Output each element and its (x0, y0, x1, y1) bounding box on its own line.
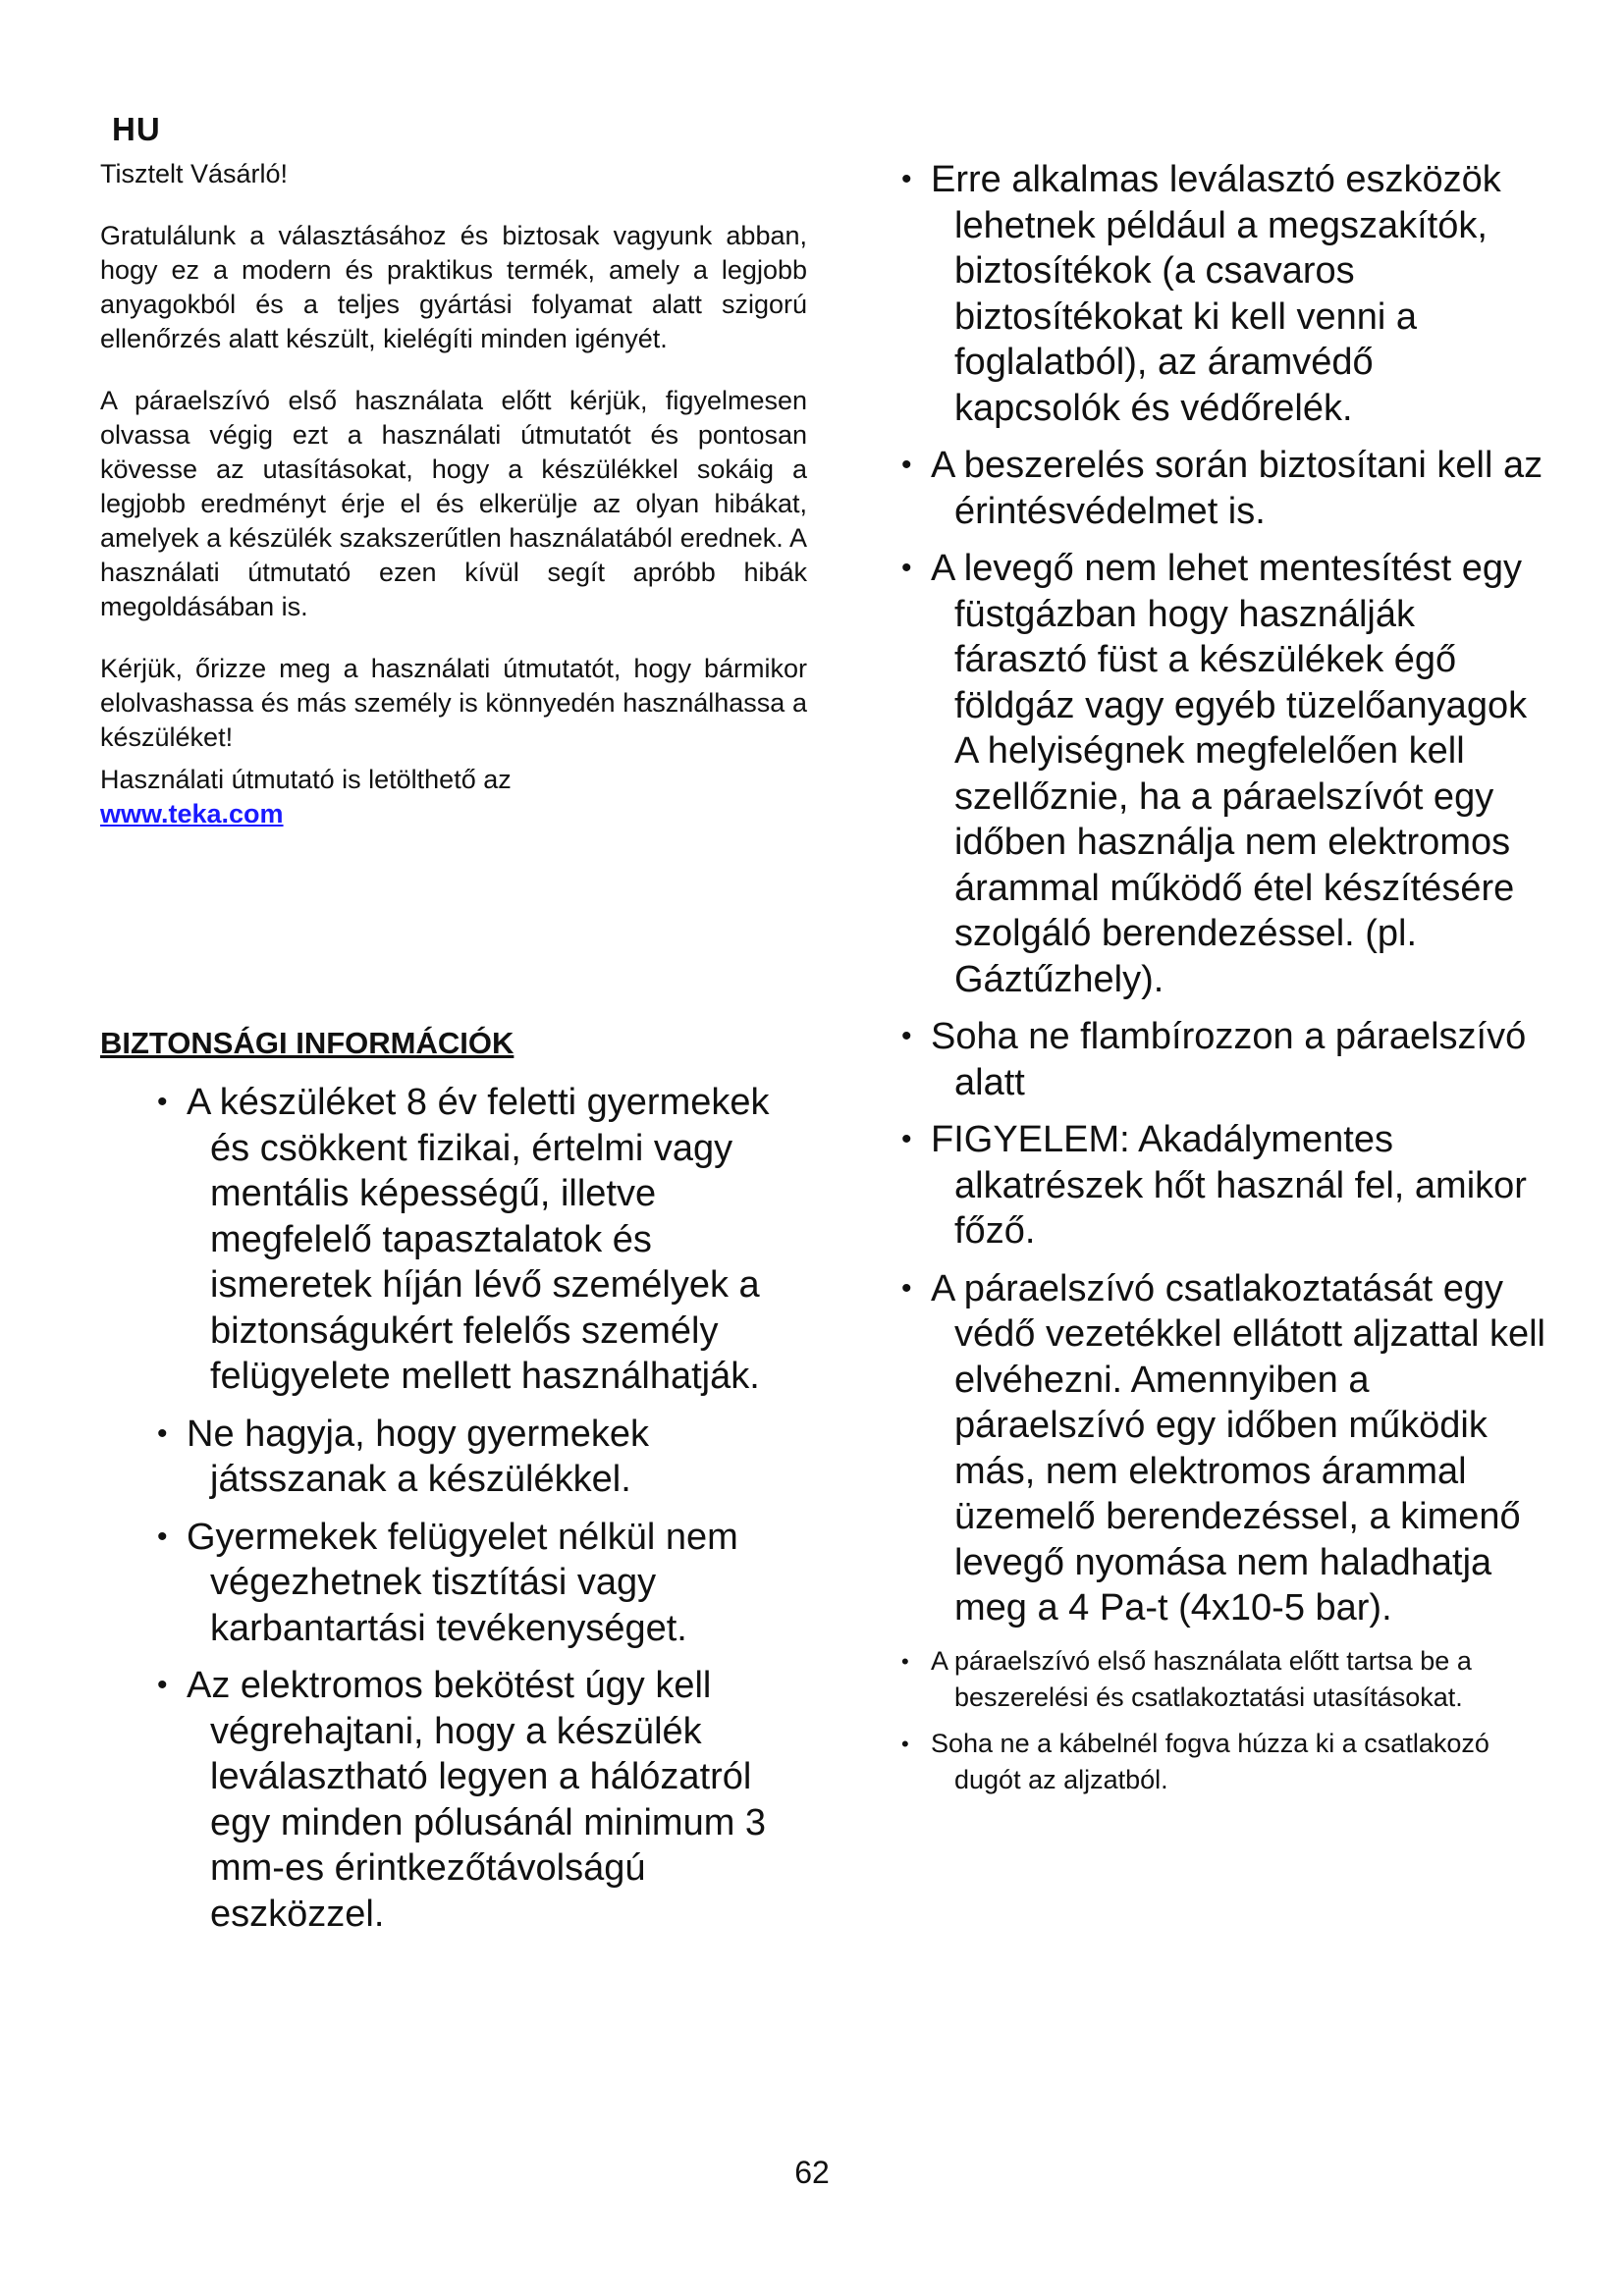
list-item-text: Soha ne flambírozzon a páraelszívó alatt (931, 1016, 1527, 1103)
bullet-icon: • (901, 1731, 909, 1756)
safety-list-left (157, 1080, 793, 1949)
bullet-icon: • (901, 1020, 912, 1052)
list-item-text: A beszerelés során biztosítani kell az érintésvédelmet is. (931, 445, 1543, 532)
list-item-text: Gyermekek felügyelet nélkül nem végezhetnek tisztítási vagy karbantartási tevékenységet. (187, 1516, 738, 1649)
list-item-text: A levegő nem lehet mentesítést egy füstgázban hogy használják fárasztó füst a készülékek égő földgáz vagy egyéb tüzelőanyagok A helyiségnek megfelelően kell szellőznie, ha a páraelszívót egy időben használja nem elektromos árammal működő étel készítésére szolgáló berendezéssel. (pl. Gáztűzhely). (931, 548, 1528, 1000)
intro-paragraph-3: Kérjük, őrizze meg a használati útmutatót, hogy bármikor elolvashassa és más személy is könnyedén használhassa a készüléket! (100, 654, 807, 752)
intro-paragraph-1: Gratulálunk a választásához és biztosak vagyunk abban, hogy ez a modern és praktikus termék, amely a legjobb anyagokból és a teljes gyártási folyamat alatt szigorú ellenőrzés alatt készült, kielégíti minden igényét. (100, 221, 807, 353)
list-item-text: FIGYELEM: Akadálymentes alkatrészek hőt használ fel, amikor főző. (931, 1119, 1527, 1252)
list-item (901, 443, 1547, 534)
page-number: 62 (794, 2155, 830, 2190)
bullet-icon: • (901, 1648, 909, 1674)
safety-title: BIZTONSÁGI INFORMÁCIÓK (100, 1026, 514, 1060)
list-item (901, 1266, 1547, 1631)
list-item (901, 157, 1547, 431)
list-item-text: Erre alkalmas leválasztó eszközök lehetnek például a megszakítók, biztosítékok (a csavaros biztosítékokat ki kell venni a foglalatból), az áramvédő kapcsolók és védőrelék. (931, 159, 1501, 429)
bullet-icon: • (901, 1123, 912, 1155)
bullet-icon: • (901, 449, 912, 481)
list-item (901, 1117, 1547, 1255)
list-item (901, 1643, 1547, 1716)
list-item-text: A páraelszívó csatlakoztatását egy védő vezetékkel ellátott aljzattal kell elvéhezni. Amennyiben a páraelszívó egy időben működik más, nem elektromos árammal üzemelő berendezéssel, a kimenő levegő nyomása nem haladhatja meg a 4 Pa-t (4x10-5 bar). (931, 1267, 1545, 1629)
bullet-icon: • (901, 163, 912, 195)
bullet-icon: • (157, 1086, 168, 1118)
intro-paragraph-2: A páraelszívó első használata előtt kérjük, figyelmesen olvassa végig ezt a használati útmutatót és pontosan kövesse az utasításokat, hogy a készülékkel sokáig a legjobb eredményt érje el és elkerülje az olyan hibákat, amelyek a készülék szakszerűtlen használatából erednek. A használati útmutató ezen kívül segít apróbb hibák megoldásában is. (100, 386, 807, 621)
download-note (100, 763, 807, 831)
safety-list-right (901, 157, 1547, 1808)
list-item (157, 1080, 793, 1400)
bullet-icon: • (157, 1520, 168, 1553)
intro-section (100, 157, 807, 831)
list-item (157, 1515, 793, 1652)
list-item (157, 1663, 793, 1937)
list-item (901, 1726, 1547, 1798)
list-item-text: Az elektromos bekötést úgy kell végrehajtani, hogy a készülék leválasztható legyen a hálózatról egy minden pólusánál minimum 3 mm-es érintkezőtávolságú eszközzel. (187, 1665, 767, 1935)
bullet-icon: • (157, 1669, 168, 1701)
list-item (901, 546, 1547, 1002)
bullet-icon: • (901, 1271, 912, 1305)
list-item (157, 1412, 793, 1503)
greeting: Tisztelt Vásárló! (100, 159, 289, 188)
list-item-text: Soha ne a kábelnél fogva húzza ki a csatlakozó dugót az aljzatból. (931, 1728, 1489, 1794)
bullet-icon: • (901, 552, 912, 584)
list-item (901, 1014, 1547, 1105)
list-item-text: A páraelszívó első használata előtt tartsa be a beszerelési és csatlakoztatási utasításokat. (931, 1645, 1472, 1712)
website-link[interactable]: www.teka.com (100, 799, 284, 828)
list-item-text: A készüléket 8 év feletti gyermekek és csökkent fizikai, értelmi vagy mentális képességű, illetve megfelelő tapasztalatok és ismeretek híján lévő személyek a biztonságukért felelős személy felügyelete mellett használhatják. (187, 1082, 770, 1397)
language-code: HU (112, 111, 161, 147)
bullet-icon: • (157, 1416, 168, 1450)
download-text: Használati útmutató is letölthető az (100, 765, 512, 794)
list-item-text: Ne hagyja, hogy gyermekek játsszanak a készülékkel. (187, 1413, 650, 1500)
